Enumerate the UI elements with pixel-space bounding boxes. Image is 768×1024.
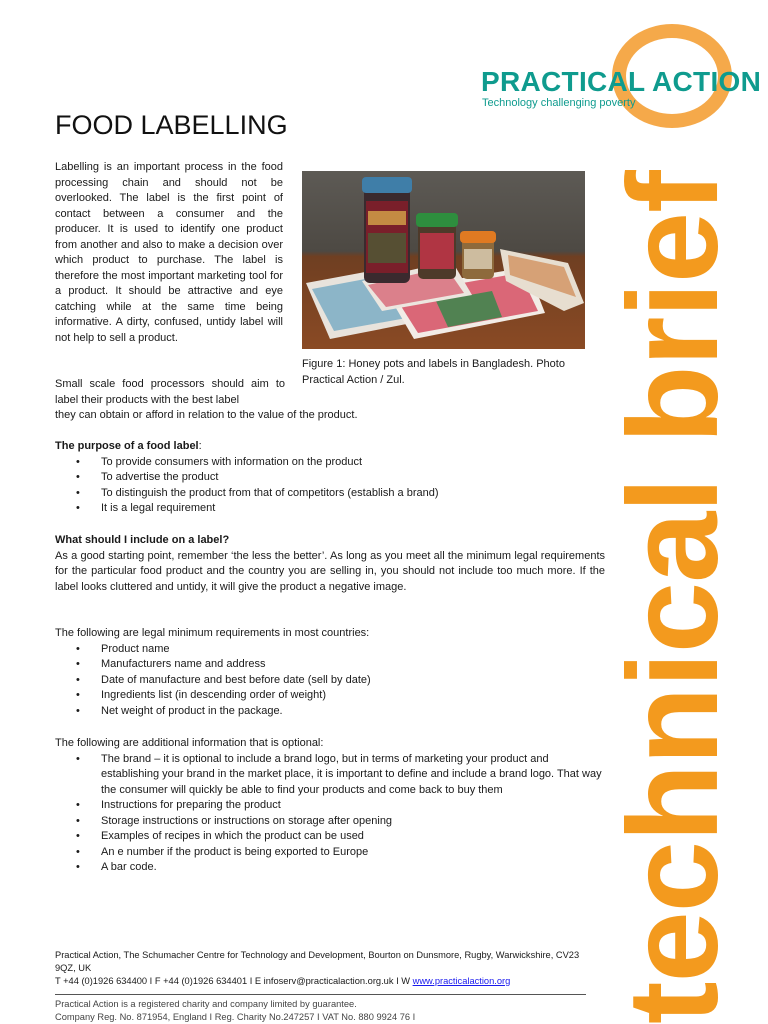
list-item: • Product name: [55, 642, 605, 658]
list-item: • It is a legal requirement: [55, 501, 605, 517]
purpose-list: [55, 455, 605, 517]
technical-brief-side-text: technical brief: [602, 171, 745, 1024]
list-item: • To provide consumers with information on the product: [55, 455, 605, 471]
purpose-heading: The purpose of a food label: [55, 440, 199, 452]
list-item: • Date of manufacture and best before date (sell by date): [55, 673, 605, 689]
footer-contact-line: [55, 975, 595, 988]
footer-website-link[interactable]: www.practicalaction.org: [412, 975, 511, 986]
footer-legal-block: [55, 998, 595, 1024]
page-title: FOOD LABELLING: [55, 110, 288, 140]
legal-list: [55, 642, 605, 720]
list-item: • Ingredients list (in descending order of weight): [55, 688, 605, 704]
legal-section: [55, 626, 605, 719]
list-item: • A bar code.: [55, 860, 605, 876]
list-item: • Net weight of product in the package.: [55, 704, 605, 720]
honey-pots-photo: [302, 171, 585, 349]
figure-caption: Figure 1: Honey pots and labels in Bangladesh. Photo Practical Action / Zul.: [302, 358, 565, 386]
purpose-section: [55, 439, 605, 517]
footer-contact: T +44 (0)1926 634400 I F +44 (0)1926 634401 I E infoserv@practicalaction.org.uk I W: [55, 975, 411, 986]
list-item: • Storage instructions or instructions on storage after opening: [55, 814, 605, 830]
include-heading: What should I include on a label?: [55, 534, 230, 546]
footer-address: Practical Action, The Schumacher Centre for Technology and Development, Bourton on Dunsmore, Rugby, Warwickshire, CV23 9QZ, UK: [55, 950, 580, 973]
footer-divider: [55, 994, 586, 995]
list-item: • To advertise the product: [55, 470, 605, 486]
list-item: • An e number if the product is being exported to Europe: [55, 845, 605, 861]
small-scale-paragraph: Small scale food processors should aim to label their products with the best label: [55, 378, 285, 406]
optional-section: [55, 736, 605, 876]
footer-legal-line-2: Company Reg. No. 871954, England I Reg. Charity No.247257 I VAT No. 880 9924 76 I: [55, 1011, 416, 1022]
list-item: • Examples of recipes in which the product can be used: [55, 829, 605, 845]
optional-list: [55, 752, 605, 876]
list-item: • Instructions for preparing the product: [55, 798, 605, 814]
photo-illustration: [302, 171, 585, 349]
optional-intro: The following are additional information that is optional:: [55, 737, 324, 749]
list-item: • Manufacturers name and address: [55, 657, 605, 673]
list-item: • To distinguish the product from that of competitors (establish a brand): [55, 486, 605, 502]
footer-legal-line-1: Practical Action is a registered charity and company limited by guarantee.: [55, 999, 357, 1009]
brand-name: PRACTICAL ACTION: [481, 66, 762, 97]
brand-tagline: Technology challenging poverty: [482, 97, 636, 109]
small-scale-paragraph-tail: they can obtain or afford in relation to the value of the product.: [55, 409, 358, 421]
purpose-heading-colon: :: [198, 440, 202, 452]
purpose-heading-line: [55, 439, 605, 455]
footer-address-block: [55, 949, 595, 987]
include-section: [55, 533, 605, 595]
include-paragraph: As a good starting point, remember ‘the less the better’. As long as you meet all the minimum legal requirements for the particular food product and the country you are selling in, you should not include too much more. If the label looks cluttered and untidy, it will give the product a negative image.: [55, 549, 605, 593]
legal-intro: The following are legal minimum requirements in most countries:: [55, 627, 370, 639]
intro-paragraph: Labelling is an important process in the food processing chain and should not be overlooked. The label is the first point of contact between a consumer and the producer. It is used to identify one product from another and also to make a decision over which product to purchase. The label is therefore the most important marketing tool for a product. It should be attractive and eye catching while at the same time being informative. A dirty, confused, untidy label will not help to sell a product.: [55, 161, 283, 344]
list-item: • The brand – it is optional to include a brand logo, but in terms of marketing your product and establishing your brand in the market place, it is important to define and include a brand logo. That way the consumer will quickly be able to find your products and come back to buy them: [55, 752, 605, 799]
